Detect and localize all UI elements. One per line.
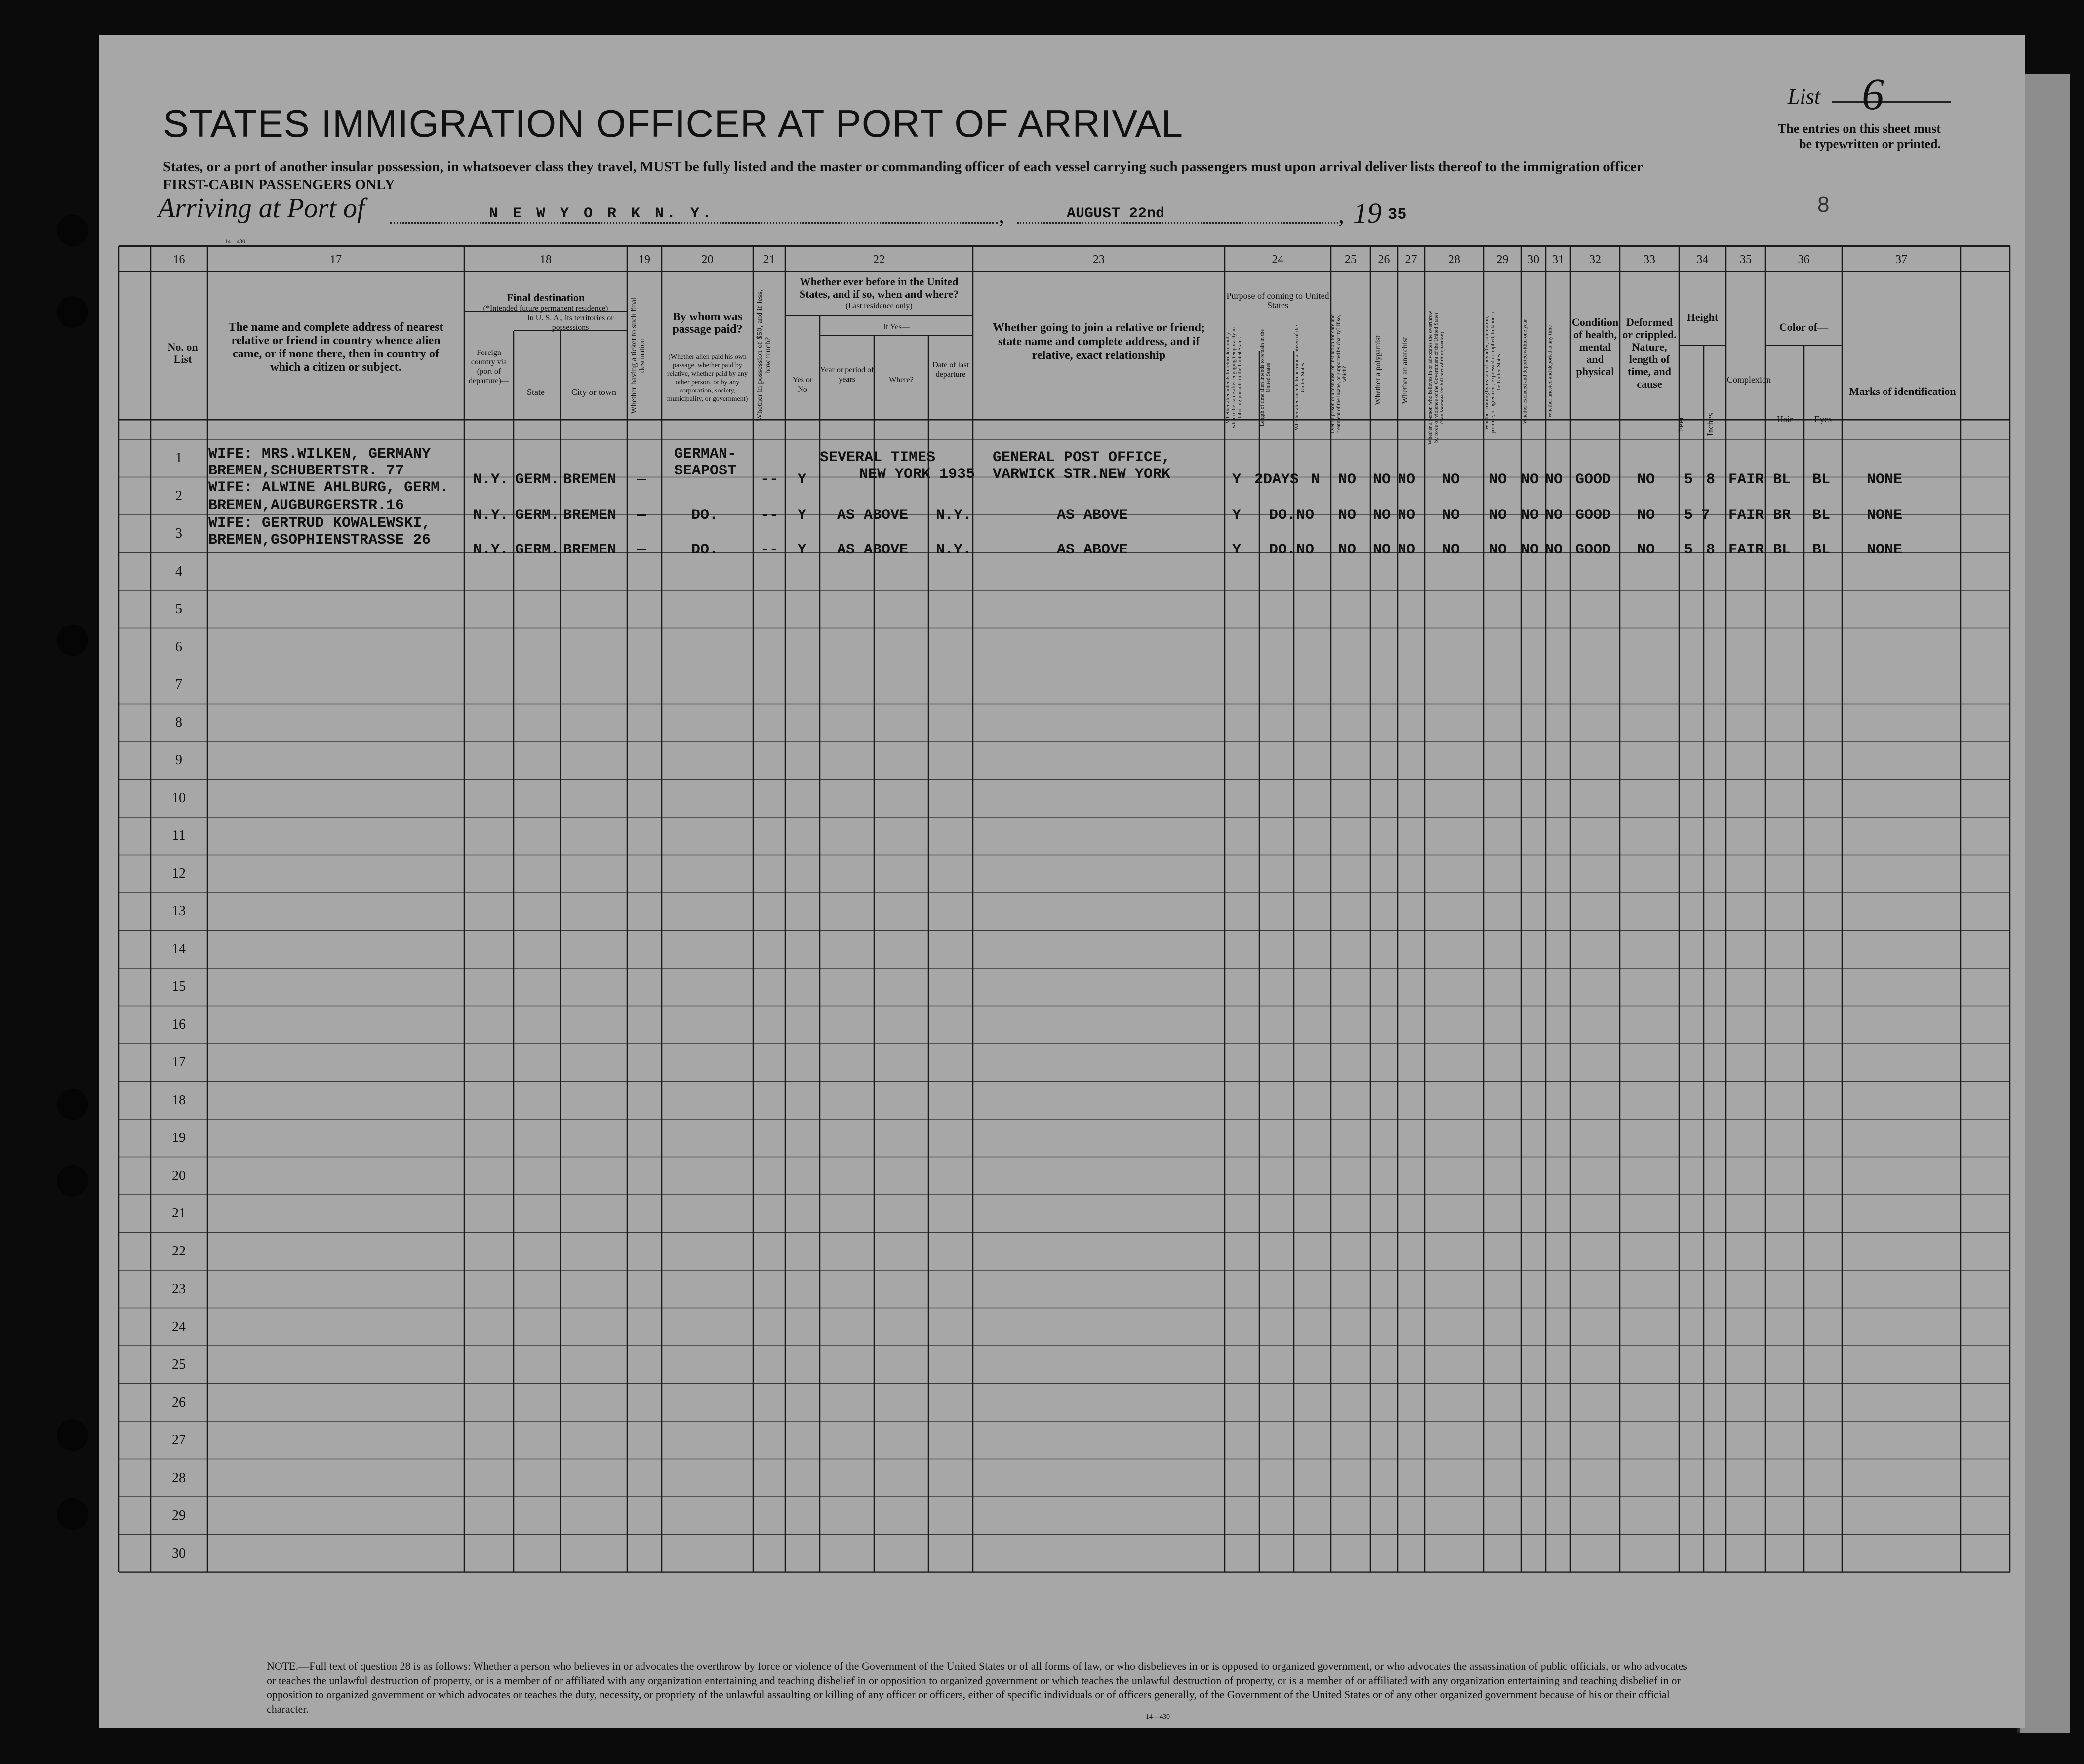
header-feet: Feet: [1676, 417, 1685, 432]
row-1-feet: 5: [1684, 471, 1693, 488]
header-if-yes: If Yes—: [883, 323, 910, 331]
row-3-complexion: FAIR: [1728, 542, 1764, 558]
year-suffix: 35: [1388, 205, 1407, 224]
row-1-relative-line1: WIFE: MRS.WILKEN, GERMANY: [208, 446, 431, 463]
row-2-arrested: NO: [1545, 507, 1563, 524]
row-number: 23: [172, 1281, 186, 1297]
header-inches: Inches: [1705, 413, 1715, 436]
header-yes-no: Yes or No: [792, 376, 813, 393]
row-number: 1: [175, 450, 182, 466]
col-num-25: 25: [1345, 253, 1357, 266]
row-1-relative-line2: BREMEN,SCHUBERTSTR. 77: [208, 463, 404, 479]
row-2-return: Y: [1232, 507, 1242, 524]
arrival-date: AUGUST 22nd: [1067, 205, 1165, 222]
row-2-inches: 7: [1701, 507, 1711, 524]
header-hair: Hair: [1777, 414, 1793, 424]
row-number: 28: [172, 1470, 186, 1486]
row-1-eyes: BL: [1812, 471, 1831, 488]
col-num-18: 18: [540, 253, 552, 266]
row-2-feet: 5: [1684, 507, 1693, 524]
row-3-before: Y: [798, 542, 807, 558]
header-color-of: Color of—: [1779, 321, 1829, 333]
arriving-label: Arriving at Port of: [158, 193, 365, 224]
col-num-24: 24: [1272, 253, 1284, 266]
row-3-passage: DO.: [691, 542, 719, 558]
row-1-arrested: NO: [1545, 471, 1563, 488]
row-2-overthrow: NO: [1442, 507, 1460, 524]
row-2-anarchist: NO: [1398, 507, 1416, 524]
row-number: 10: [172, 790, 186, 806]
col-num-19: 19: [639, 253, 650, 266]
row-number: 20: [172, 1168, 186, 1183]
row-3-marks: NONE: [1867, 542, 1903, 558]
row-number: 30: [172, 1545, 186, 1561]
row-number: 14: [172, 941, 186, 957]
binder-hole-icon: [57, 1498, 88, 1530]
row-number: 6: [175, 639, 182, 655]
row-number: 27: [172, 1432, 186, 1448]
binder-hole-icon: [57, 215, 88, 246]
row-number: 11: [172, 828, 186, 844]
row-1-ticket: —: [637, 471, 646, 488]
row-2-deformed: NO: [1637, 507, 1655, 524]
row-number: 8: [175, 714, 182, 730]
row-1-before: Y: [798, 471, 807, 488]
row-2-ticket: —: [637, 507, 646, 524]
header-purpose-citizen: Whether alien intends to become a citizen of the United States: [1294, 325, 1306, 431]
row-1-country: GERM.: [515, 471, 560, 488]
header-foreign-country: Foreign country via (port of departure)—: [469, 349, 509, 385]
header-complexion: Complexion: [1727, 375, 1771, 385]
header-deformed: Deformed or crippled. Nature, length of time, and cause: [1622, 316, 1677, 390]
header-last-residence: (Last residence only): [845, 302, 913, 310]
row-2-hair: BR: [1773, 507, 1791, 524]
row-3-feet: 5: [1684, 542, 1693, 558]
row-number: 3: [175, 526, 182, 542]
header-passage-paid: By whom was passage paid?: [672, 311, 743, 336]
row-3-city: BREMEN: [563, 542, 617, 558]
row-number: 18: [172, 1092, 186, 1108]
col-num-31: 31: [1552, 253, 1564, 266]
header-anarchist: Whether an anarchist: [1401, 337, 1409, 404]
row-1-join-line1: GENERAL POST OFFICE,: [993, 449, 1171, 466]
row-number: 5: [175, 601, 182, 617]
binder-hole-icon: [57, 1089, 88, 1120]
form-title: STATES IMMIGRATION OFFICER AT PORT OF ARRIVAL: [163, 102, 1184, 145]
row-3-inches: 8: [1706, 542, 1716, 558]
row-number: 2: [175, 488, 182, 504]
form-code-top: 14—430: [225, 238, 245, 245]
row-3-deformed: NO: [1637, 542, 1655, 558]
col-num-17: 17: [330, 253, 342, 266]
row-2-city: BREMEN: [563, 507, 617, 524]
binder-hole-icon: [57, 1165, 88, 1197]
row-2-relative-line1: WIFE: ALWINE AHLBURG, GERM.: [208, 479, 449, 496]
row-number: 7: [175, 677, 182, 693]
row-1-marks: NONE: [1867, 471, 1903, 488]
row-3-ticket: —: [637, 542, 646, 558]
row-2-labor-offer: NO: [1489, 507, 1507, 524]
row-2-prison: NO: [1338, 507, 1357, 524]
header-ticket: Whether having a ticket to such final destination: [630, 297, 646, 414]
page-edge: [2017, 74, 2070, 1733]
header-final-destination-note: (*Intended future permanent residence): [483, 304, 608, 313]
row-1-join-line2: VARWICK STR.NEW YORK: [993, 466, 1171, 483]
col-num-36: 36: [1798, 253, 1810, 266]
row-3-length: DO.: [1269, 542, 1296, 558]
col-num-16: 16: [173, 253, 185, 266]
row-1-money: --: [761, 471, 779, 488]
row-3-money: --: [761, 542, 779, 558]
col-num-29: 29: [1496, 253, 1509, 266]
row-1-state: N.Y.: [473, 471, 509, 488]
row-number: 13: [172, 903, 186, 919]
row-3-arrested: NO: [1545, 542, 1563, 558]
row-1-deformed: NO: [1637, 471, 1655, 488]
row-1-polygamist: NO: [1373, 471, 1391, 488]
page-mark: 8: [1817, 193, 1830, 217]
row-1-citizen: N: [1311, 471, 1321, 488]
col-num-22: 22: [873, 253, 885, 266]
row-2-money: --: [761, 507, 779, 524]
header-where: Where?: [889, 376, 914, 384]
header-marks: Marks of identification: [1849, 385, 1956, 397]
row-number: 21: [172, 1206, 186, 1221]
row-1-length: 2DAYS: [1254, 471, 1299, 488]
header-purpose-length: Length of time alien intends to remain in the United States: [1259, 329, 1271, 427]
row-number: 4: [175, 563, 182, 579]
col-num-33: 33: [1643, 253, 1655, 266]
row-3-before-when-line1: AS ABOVE: [837, 542, 909, 558]
comma-separator: ,: [999, 202, 1004, 228]
footnote-question-28: NOTE.—Full text of question 28 is as follows: Whether a person who believes in or advocates the overthrow by force or violence of the Government of the United States or of all forms of law, or who disbelieves in or is opposed to organized government, or who advocates the assassination of public officials, or who advocates or teaches the unlawful destruction of property, or is a member of or affiliated with any organization entertaining and teaching disbelief in or opposition to organized government or which teaches the unlawful destruction of property, or is a member of or affiliated with any organization entertaining and teaching disbelief in or opposition to organized government or which advocates or teaches the duty, necessity, or propriety of the unlawful assaulting or killing of any officer or officers, either of specific individuals or of officers generally, of the Government of the United States or of any other organized government because of his or their official character.: [267, 1660, 1687, 1715]
row-3-country: GERM.: [515, 542, 560, 558]
manifest-sheet: [99, 35, 2025, 1728]
row-2-join: AS ABOVE: [1057, 507, 1128, 524]
row-1-excluded: NO: [1521, 471, 1539, 488]
row-1-city: BREMEN: [563, 471, 617, 488]
row-1-health: GOOD: [1575, 471, 1611, 488]
row-3-hair: BL: [1773, 542, 1791, 558]
row-1-passage-line2: SEAPOST: [674, 463, 737, 479]
header-no-on-list: No. on List: [167, 341, 198, 365]
header-join-relative: Whether going to join a relative or friend; state name and complete address, and if relative, exact relationship: [993, 321, 1205, 362]
row-2-citizen: NO: [1296, 507, 1315, 524]
row-2-polygamist: NO: [1373, 507, 1391, 524]
row-number: 29: [172, 1508, 186, 1524]
row-3-join: AS ABOVE: [1057, 542, 1128, 558]
binder-hole-icon: [57, 1419, 88, 1451]
row-2-marks: NONE: [1867, 507, 1903, 524]
row-3-anarchist: NO: [1398, 542, 1416, 558]
row-number: 16: [172, 1017, 186, 1032]
row-3-eyes: BL: [1812, 542, 1831, 558]
row-2-before: Y: [798, 507, 807, 524]
header-eyes: Eyes: [1814, 414, 1832, 424]
form-code-bottom: 14—430: [1146, 1713, 1170, 1721]
header-purpose-return: Whether alien intends to return to country whence he came after engaging temporarily in laboring pursuits in the United States: [1225, 327, 1242, 429]
list-number: 6: [1862, 70, 1884, 119]
row-3-labor-offer: NO: [1489, 542, 1507, 558]
header-purpose: Purpose of coming to United States: [1226, 291, 1329, 310]
row-1-before-when-line1: SEVERAL TIMES: [820, 449, 936, 466]
row-3-excluded: NO: [1521, 542, 1539, 558]
col-num-30: 30: [1527, 253, 1539, 266]
header-relative-address: The name and complete address of nearest relative or friend in country whence alien came, or if none there, then in country of which a citizen or subject.: [228, 321, 443, 374]
list-label: List: [1788, 84, 1821, 109]
row-2-relative-line2: BREMEN,AUGBURGERSTR.16: [208, 497, 404, 514]
row-1-before-when-line2: NEW YORK 1935: [859, 466, 975, 483]
header-state: State: [527, 387, 545, 397]
row-1-prison: NO: [1338, 471, 1357, 488]
row-3-return: Y: [1232, 542, 1242, 558]
typewritten-note: The entries on this sheet must be typewritten or printed.: [1777, 121, 1941, 151]
row-number: 26: [172, 1394, 186, 1410]
row-number: 25: [172, 1357, 186, 1372]
binder-hole-icon: [57, 625, 88, 656]
col-num-27: 27: [1405, 253, 1417, 266]
row-number: 12: [172, 865, 186, 881]
header-labor-offer: Whether coming by reason of any offer, solicitation, promise, or agreement, expressed or implied, to labor in the United States: [1484, 312, 1502, 434]
form-class-note: FIRST-CABIN PASSENGERS ONLY: [163, 177, 395, 193]
row-number: 17: [172, 1055, 186, 1070]
row-1-hair: BL: [1773, 471, 1791, 488]
header-ever-before: Whether ever before in the United States, and if so, when and where?: [799, 275, 959, 300]
row-3-state: N.Y.: [473, 542, 509, 558]
header-in-usa: In U. S. A., its territories or possessions: [527, 314, 614, 332]
header-prison: Ever in prison or almshouse, or institution for care and treatment of the insane, or supported by charity? If so, which?: [1329, 314, 1348, 433]
row-number: 24: [172, 1319, 186, 1334]
row-3-health: GOOD: [1575, 542, 1611, 558]
row-2-before-when-line1: AS ABOVE: [837, 507, 909, 524]
header-excluded: Whether excluded and deported within one year: [1522, 319, 1528, 424]
header-passage-note: (Whether alien paid his own passage, whether paid by relative, whether paid by any other person, or by any corporation, society, municipality, or government): [667, 353, 748, 403]
row-1-overthrow: NO: [1442, 471, 1460, 488]
comma-separator-2: ,: [1338, 202, 1344, 228]
header-health: Condition of health, mental and physical: [1571, 316, 1619, 378]
header-fifty-dollars: Whether in possession of $50, and if less, how much?: [756, 289, 772, 422]
binder-hole-icon: [57, 296, 88, 328]
row-2-state: N.Y.: [473, 507, 509, 524]
row-2-complexion: FAIR: [1728, 507, 1764, 524]
table-grid: [99, 35, 2025, 1728]
header-height: Height: [1686, 311, 1719, 323]
row-number: 15: [172, 979, 186, 995]
row-1-complexion: FAIR: [1728, 471, 1764, 488]
row-2-length: DO.: [1269, 507, 1296, 524]
header-date-departure: Date of last departure: [932, 361, 969, 379]
col-num-37: 37: [1895, 253, 1907, 266]
col-num-35: 35: [1740, 253, 1752, 266]
row-1-anarchist: NO: [1398, 471, 1416, 488]
form-subtitle: States, or a port of another insular possession, in whatsoever class they travel, MUST be fully listed and the master or commanding officer of each vessel carrying such passengers must upon arrival deliver lists thereof to the immigration officer: [163, 159, 1643, 175]
row-number: 19: [172, 1130, 186, 1146]
row-number: 9: [175, 752, 182, 768]
port-of-arrival: N E W Y O R K N. Y.: [489, 205, 715, 222]
row-1-inches: 8: [1706, 471, 1716, 488]
col-num-26: 26: [1378, 253, 1390, 266]
row-2-eyes: BL: [1812, 507, 1831, 524]
col-num-32: 32: [1589, 253, 1601, 266]
row-2-country: GERM.: [515, 507, 560, 524]
row-3-prison: NO: [1338, 542, 1357, 558]
header-city: City or town: [571, 387, 616, 397]
row-1-return: Y: [1232, 471, 1242, 488]
row-1-labor-offer: NO: [1489, 471, 1507, 488]
col-num-28: 28: [1448, 253, 1460, 266]
header-arrested: Whether arrested and deported at any time: [1547, 325, 1553, 418]
header-final-destination: Final destination: [506, 291, 585, 304]
row-1-passage-line1: GERMAN-: [674, 446, 737, 463]
row-2-passage: DO.: [691, 507, 719, 524]
header-polygamist: Whether a polygamist: [1374, 335, 1382, 405]
row-number: 22: [172, 1243, 186, 1259]
row-2-excluded: NO: [1521, 507, 1539, 524]
header-year-period: Year or period of years: [820, 366, 874, 384]
row-3-overthrow: NO: [1442, 542, 1460, 558]
row-3-polygamist: NO: [1373, 542, 1391, 558]
row-3-relative-line1: WIFE: GERTRUD KOWALEWSKI,: [208, 515, 431, 532]
row-3-relative-line2: BREMEN,GSOPHIENSTRASSE 26: [208, 532, 431, 549]
header-overthrow: Whether a person who believes in or advocates the overthrow by force or violence of the Government of the United States (See footnote for full text of this question): [1427, 311, 1445, 445]
row-3-citizen: NO: [1296, 542, 1315, 558]
col-num-20: 20: [701, 253, 714, 266]
row-3-before-when-line2: N.Y.: [936, 542, 972, 558]
row-2-before-when-line2: N.Y.: [936, 507, 972, 524]
col-num-34: 34: [1696, 253, 1709, 266]
year-prefix: 19: [1353, 197, 1382, 229]
col-num-21: 21: [763, 253, 775, 266]
col-num-23: 23: [1093, 253, 1105, 266]
row-2-health: GOOD: [1575, 507, 1611, 524]
